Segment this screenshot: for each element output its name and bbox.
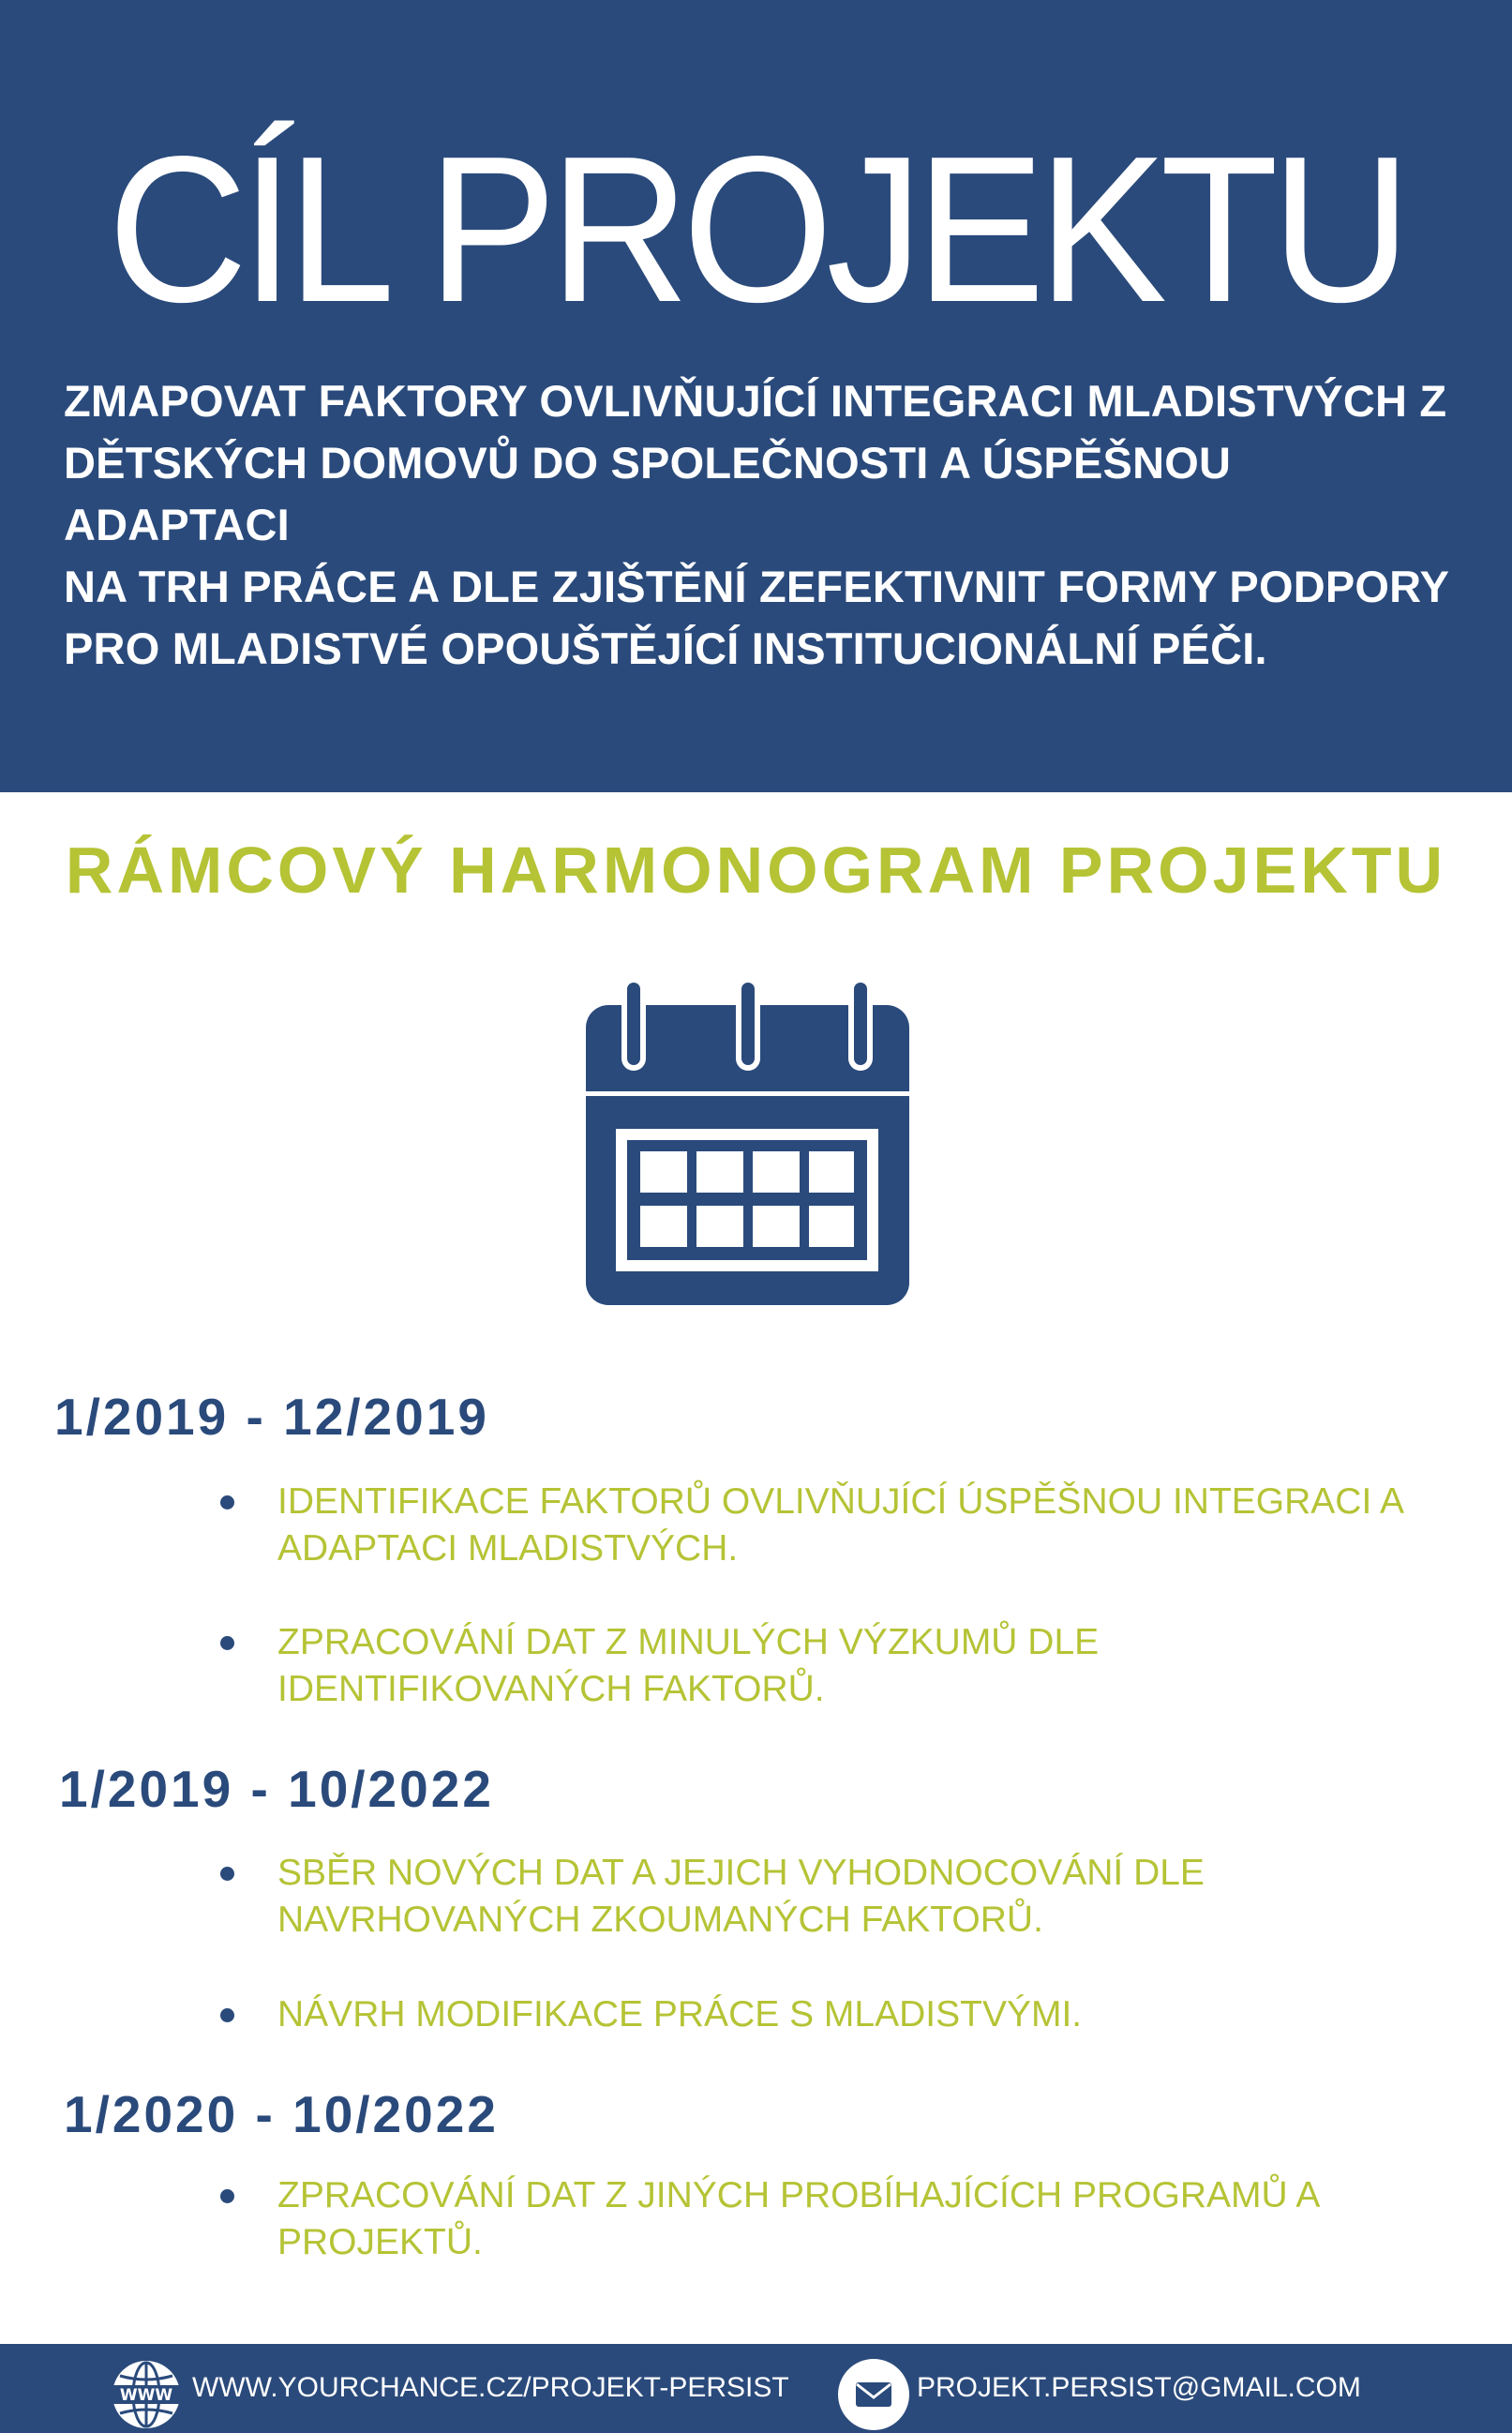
bullet-icon — [220, 1636, 234, 1650]
project-goal-line: ZMAPOVAT FAKTORY OVLIVŇUJÍCÍ INTEGRACI MLADISTVÝCH Z — [64, 376, 1447, 426]
list-item-text — [277, 1850, 1449, 1944]
list-item-line: PROJEKTŮ. — [277, 2222, 483, 2262]
project-goal-line: NA TRH PRÁCE A DLE ZJIŠTĚNÍ ZEFEKTIVNIT FORMY PODPORY — [64, 562, 1450, 611]
bullet-icon — [220, 2008, 234, 2022]
list-item-line: ADAPTACI MLADISTVÝCH. — [277, 1528, 739, 1569]
list-item-line: ZPRACOVÁNÍ DAT Z MINULÝCH VÝZKUMŮ DLE — [277, 1622, 1100, 1662]
project-goal-line: PRO MLADISTVÉ OPOUŠTĚJÍCÍ INSTITUCIONÁLNÍ PÉČI. — [64, 623, 1267, 673]
list-item-line: IDENTIFIKACE FAKTORŮ OVLIVŇUJÍCÍ ÚSPĚŠNOU INTEGRACI A — [277, 1481, 1404, 1522]
list-item-line: NAVRHOVANÝCH ZKOUMANÝCH FAKTORŮ. — [277, 1900, 1043, 1940]
list-item-text — [277, 1991, 1449, 2038]
list-item-line: SBĚR NOVÝCH DAT A JEJICH VYHODNOCOVÁNÍ DLE — [277, 1853, 1205, 1893]
bullet-icon — [220, 1495, 234, 1509]
project-goal-line: DĚTSKÝCH DOMOVŮ DO SPOLEČNOSTI A ÚSPĚŠNOU ADAPTACI — [64, 438, 1232, 549]
list-item-line: IDENTIFIKOVANÝCH FAKTORŮ. — [277, 1669, 825, 1709]
globe-www-icon — [111, 2359, 182, 2430]
period-label: 1/2019 - 12/2019 — [54, 1388, 489, 1446]
period-label: 1/2019 - 10/2022 — [59, 1760, 494, 1818]
project-goal-text — [64, 370, 1460, 680]
email-link[interactable]: PROJEKT.PERSIST@GMAIL.COM — [917, 2372, 1361, 2403]
hero-banner — [0, 0, 1512, 792]
list-item-text — [277, 2172, 1449, 2266]
bullet-icon — [220, 1867, 234, 1881]
list-item-line: ZPRACOVÁNÍ DAT Z JINÝCH PROBÍHAJÍCÍCH PROGRAMŮ A — [277, 2175, 1321, 2215]
footer — [0, 2344, 1512, 2433]
list-item-text — [277, 1479, 1449, 1572]
schedule-title: RÁMCOVÝ HARMONOGRAM PROJEKTU — [65, 834, 1447, 907]
page-title: CÍL PROJEKTU — [108, 113, 1404, 346]
svg-text:WWW: WWW — [119, 2386, 173, 2405]
list-item-text — [277, 1619, 1449, 1713]
period-label: 1/2020 - 10/2022 — [64, 2085, 499, 2143]
website-link[interactable]: WWW.YOURCHANCE.CZ/PROJEKT-PERSIST — [192, 2372, 789, 2403]
list-item-line: NÁVRH MODIFIKACE PRÁCE S MLADISTVÝMI. — [277, 1994, 1083, 2035]
bullet-icon — [220, 2189, 234, 2203]
calendar-icon — [586, 977, 909, 1305]
envelope-icon — [837, 2358, 910, 2431]
